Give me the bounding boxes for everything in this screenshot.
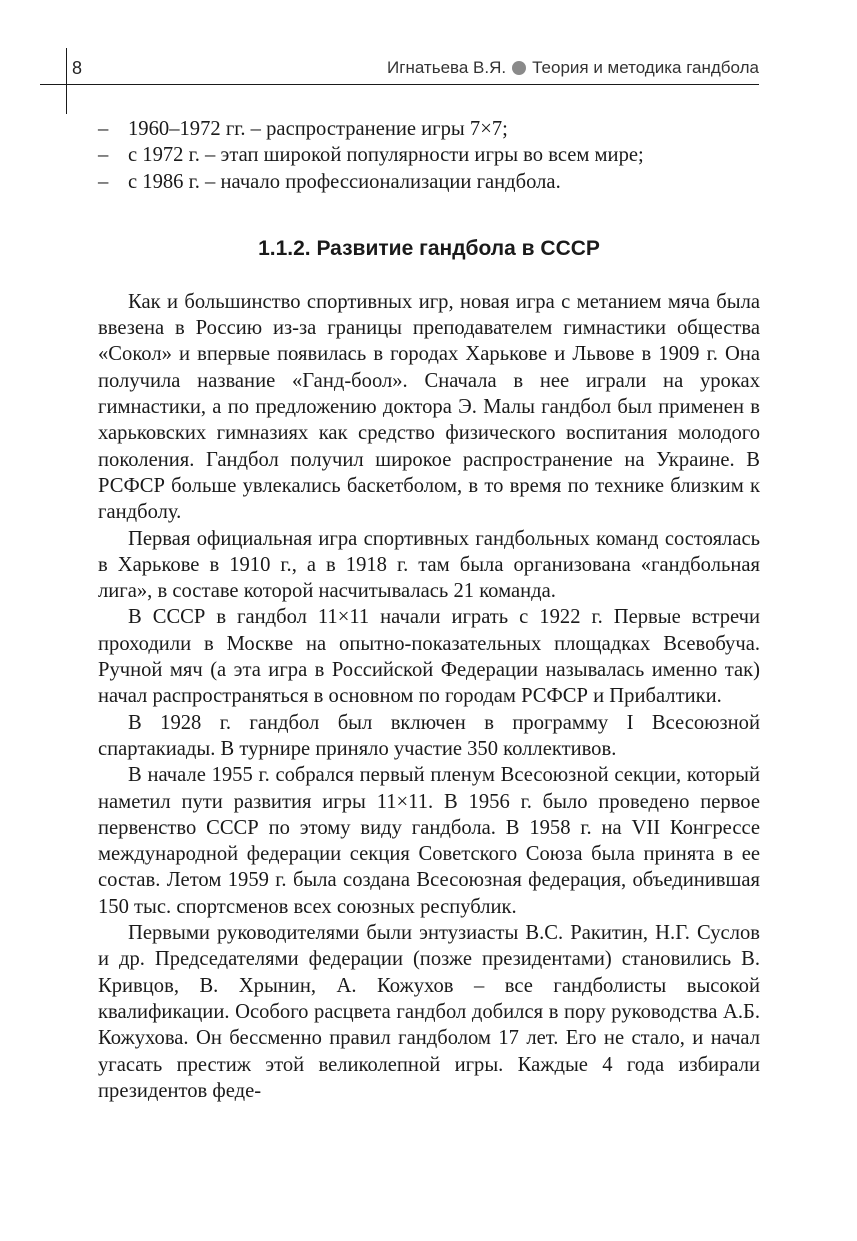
- page-content: [98, 116, 760, 1104]
- paragraph: Как и большинство спортивных игр, новая игра с метанием мяча была ввезена в Россию из-за границы преподавателем гимнастики общества «Сокол» и впервые появилась в городах Харькове и Львове в 1909 г. Она получила название «Ганд-боол». Сначала в нее играли на уроках гимнастики, а по предложению доктора Э. Малы гандбол был применен в харьковских гимназиях как средство физического воспитания молодого поколения. Гандбол получил широкое распространение на Украине. В РСФСР больше увлекались баскетболом, в то время по технике близким к гандболу.: [98, 290, 760, 524]
- paragraph: В 1928 г. гандбол был включен в программу I Всесоюзной спартакиады. В турнире приняло участие 350 коллективов.: [98, 711, 760, 760]
- list-item: – с 1972 г. – этап широкой популярности игры во всем мире;: [98, 142, 760, 168]
- paragraph: В начале 1955 г. собрался первый пленум Всесоюзной секции, который наметил пути развития игры 11×11. В 1956 г. было проведено первое первенство СССР по этому виду гандбола. В 1958 г. на VII Конгрессе международной федерации секция Советского Союза была принята в ее состав. Летом 1959 г. была создана Всесоюзная федерация, объединившая 150 тыс. спортсменов всех союзных республик.: [98, 764, 760, 918]
- header-vertical-rule: [66, 48, 67, 114]
- list-item: – с 1986 г. – начало профессионализации гандбола.: [98, 169, 760, 195]
- bullet-circle-icon: [512, 61, 526, 75]
- running-head-title: Теория и методика гандбола: [532, 58, 759, 77]
- paragraph: Первая официальная игра спортивных гандбольных команд состоялась в Харькове в 1910 г., а в 1918 г. там была организована «гандбольная лига», в составе которой насчитывалась 21 команда.: [98, 527, 760, 603]
- section-title: 1.1.2. Развитие гандбола в СССР: [258, 236, 600, 260]
- running-head: [387, 58, 759, 78]
- running-head-author: Игнатьева В.Я.: [387, 58, 507, 77]
- list-item: – 1960–1972 гг. – распространение игры 7×7;: [98, 116, 760, 142]
- timeline-list: [98, 116, 760, 195]
- page-number: 8: [72, 58, 83, 78]
- paragraph: Первыми руководителями были энтузиасты В.С. Ракитин, Н.Г. Суслов и др. Председателями федерации (позже президентами) становились В. Кривцов, В. Хрынин, А. Кожухов – все гандболисты высокой квалификации. Особого расцвета гандбол добился в пору руководства А.Б. Кожухова. Он бессменно правил гандболом 17 лет. Его не стало, и начал угасать престиж этой великолепной игры. Каждые 4 года избирали президентов феде-: [98, 922, 760, 1102]
- paragraph: В СССР в гандбол 11×11 начали играть с 1922 г. Первые встречи проходили в Москве на опытно-показательных площадках Всевобуча. Ручной мяч (а эта игра в Российской Федерации называлась именно так) начал распространяться в основном по городам РСФСР и Прибалтики.: [98, 606, 760, 708]
- header-rule: [40, 84, 759, 85]
